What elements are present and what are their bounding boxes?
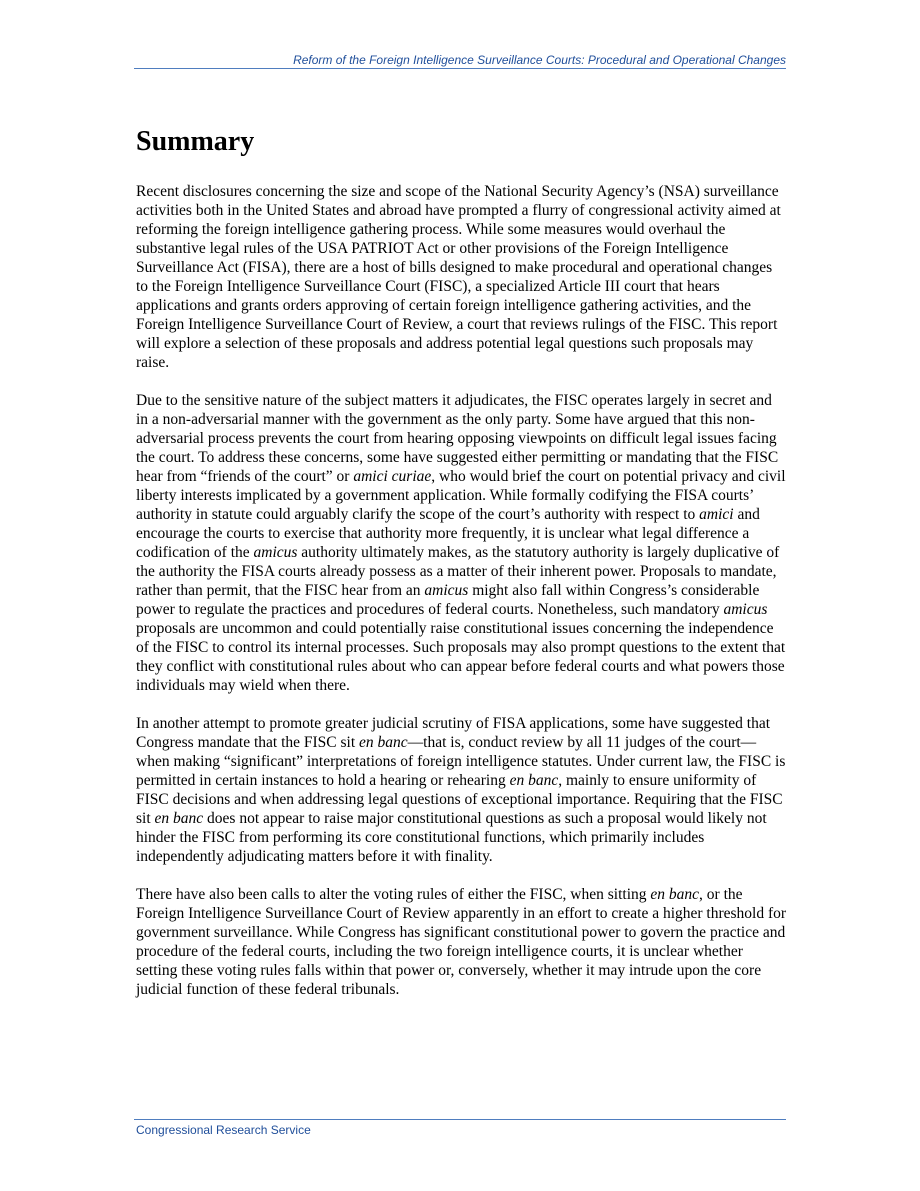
footer-publisher: Congressional Research Service (136, 1123, 311, 1137)
paragraph-3-text: , mainly to ensure uniformity of FISC decisions and when addressing legal questions of exceptional importance. Requiring that the FISC sit (136, 772, 783, 827)
italic-term: amici curiae (353, 468, 432, 485)
running-header-title: Reform of the Foreign Intelligence Surveillance Courts: Procedural and Operational Changes (293, 53, 786, 67)
paragraph-3 (136, 714, 787, 866)
paragraph-1-text: Recent disclosures concerning the size and scope of the National Security Agency’s (NSA) surveillance activities both in the United States and abroad have prompted a flurry of congressional activity aimed at reforming the foreign intelligence gathering process. While some measures would overhaul the substantive legal rules of the USA PATRIOT Act or other provisions of the Foreign Intelligence Surveillance Act (FISA), there are a host of bills designed to make procedural and operational changes to the Foreign Intelligence Surveillance Court (FISC), a specialized Article III court that hears applications and grants orders approving of certain foreign intelligence gathering activities, and the Foreign Intelligence Surveillance Court of Review, a court that reviews rulings of the FISC. This report will explore a selection of these proposals and address potential legal questions such proposals may raise. (136, 183, 781, 371)
paragraph-2 (136, 391, 787, 695)
paragraph-2-text: , who would brief the court on potential privacy and civil liberty interests implicated by a government application. While formally codifying the FISA courts’ authority in statute could arguably clarify the scope of the court’s authority with respect to (136, 468, 786, 523)
italic-term: en banc (509, 772, 559, 789)
paragraph-3-text: In another attempt to promote greater judicial scrutiny of FISA applications, some have suggested that Congress mandate that the FISC sit (136, 715, 771, 751)
italic-term: amicus (424, 582, 469, 599)
paragraph-2-text: Due to the sensitive nature of the subject matters it adjudicates, the FISC operates largely in secret and in a non-adversarial manner with the government as the only party. Some have argued that this non-adversarial process prevents the court from hearing opposing viewpoints on difficult legal issues facing the court. To address these concerns, some have suggested either permitting or mandating that the FISC hear from “friends of the court” or (136, 392, 779, 485)
paragraph-1 (136, 182, 787, 372)
paragraph-4-text: , or the Foreign Intelligence Surveillance Court of Review apparently in an effort to create a higher threshold for government surveillance. While Congress has significant constitutional power to govern the practice and procedure of the federal courts, including the two foreign intelligence courts, it is unclear whether setting these voting rules falls within that power or, conversely, whether it may intrude upon the core judicial function of these federal tribunals. (136, 886, 787, 998)
paragraph-3-text: —that is, conduct review by all 11 judges of the court—when making “significant” interpretations of foreign intelligence statutes. Under current law, the FISC is permitted in certain instances to hold a hearing or rehearing (136, 734, 786, 789)
paragraph-2-text: proposals are uncommon and could potentially raise constitutional issues concerning the independence of the FISC to control its internal processes. Such proposals may also prompt questions to the extent that they conflict with constitutional rules about who can appear before federal courts and what powers those individuals may wield when there. (136, 620, 786, 694)
italic-term: en banc (359, 734, 408, 751)
header-divider (134, 68, 786, 69)
italic-term: en banc (650, 886, 700, 903)
italic-term: amici (699, 506, 734, 523)
paragraph-2-text: authority ultimately makes, as the statutory authority is largely duplicative of the authority the FISA courts already possess as a matter of their inherent power. Proposals to mandate, rather than permit, that the FISC hear from an (136, 544, 780, 599)
page-body (136, 125, 787, 1018)
paragraph-2-text: might also fall within Congress’s considerable power to regulate the practices and procedures of federal courts. Nonetheless, such mandatory (136, 582, 760, 618)
paragraph-3-text: does not appear to raise major constitutional questions as such a proposal would likely not hinder the FISC from performing its core constitutional functions, which primarily includes independently adjudicating matters before it with finality. (136, 810, 767, 865)
section-heading: Summary (136, 126, 255, 157)
footer-divider (134, 1119, 786, 1120)
italic-term: amicus (723, 601, 768, 618)
italic-term: amicus (253, 544, 298, 561)
italic-term: en banc (154, 810, 204, 827)
paragraph-4-text: There have also been calls to alter the voting rules of either the FISC, when sitting (136, 886, 651, 903)
paragraph-4 (136, 885, 787, 999)
paragraph-2-text: and encourage the courts to exercise that authority more frequently, it is unclear what legal difference a codification of the (136, 506, 760, 561)
